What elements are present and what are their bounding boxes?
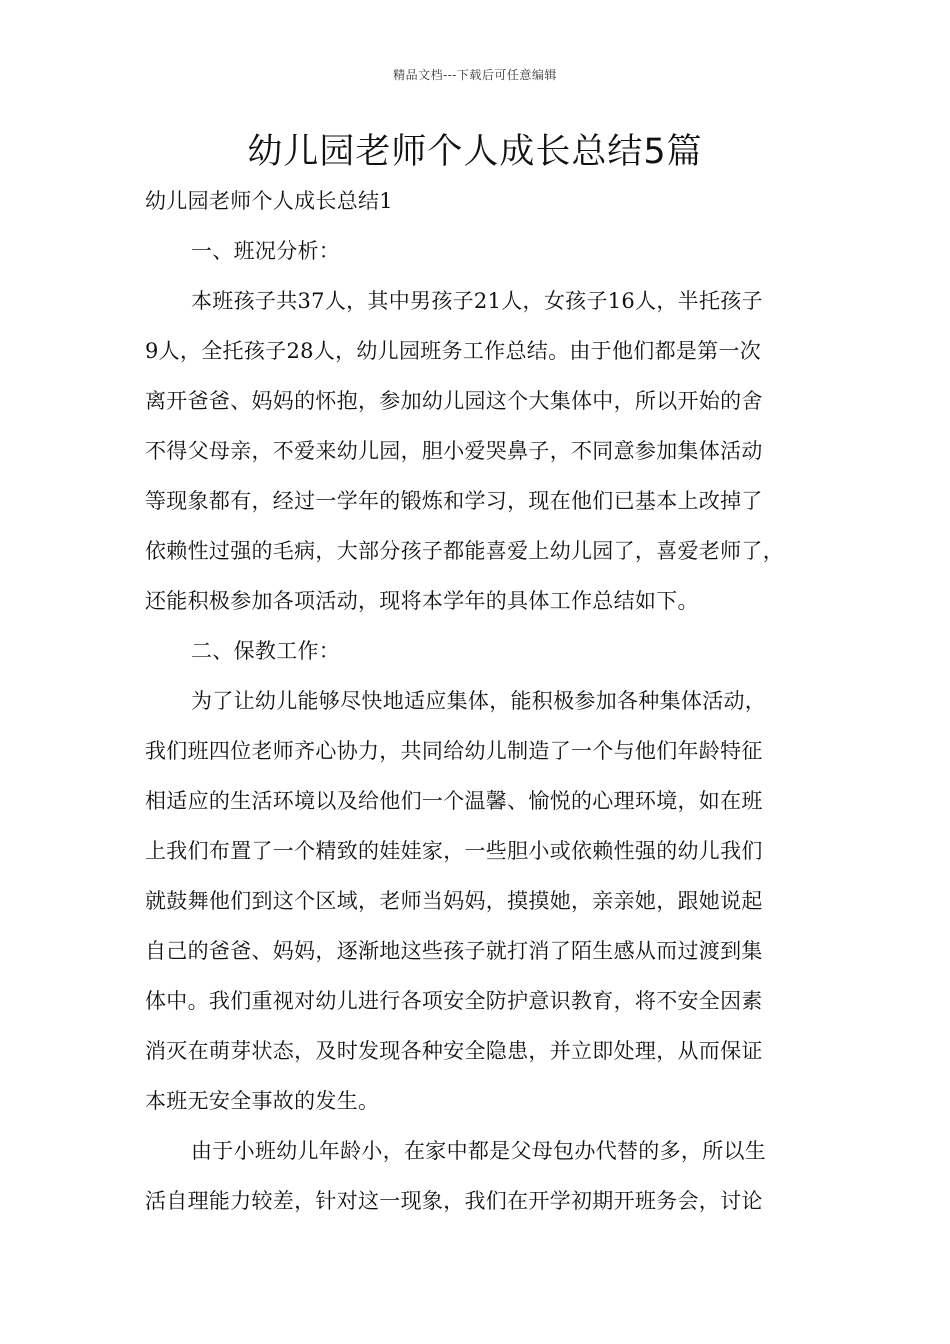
text-line: 由于小班幼儿年龄小，在家中都是父母包办代替的多，所以生 xyxy=(191,1139,767,1163)
text-line: 上我们布置了一个精致的娃娃家，一些胆小或依赖性强的幼儿我们 xyxy=(145,839,763,863)
document-title: 幼儿园老师个人成长总结5篇 xyxy=(247,132,703,172)
body-text xyxy=(145,183,825,1233)
text-line: 本班孩子共37人，其中男孩子21人，女孩子16人，半托孩子 xyxy=(191,289,763,313)
text-line: 我们班四位老师齐心协力，共同给幼儿制造了一个与他们年龄特征 xyxy=(145,739,763,763)
header-note: 精品文档---下载后可任意编辑 xyxy=(393,68,557,82)
text-line: 不得父母亲，不爱来幼儿园，胆小爱哭鼻子，不同意参加集体活动 xyxy=(145,439,763,463)
text-line: 本班无安全事故的发生。 xyxy=(145,1089,380,1113)
text-line: 体中。我们重视对幼儿进行各项安全防护意识教育，将不安全因素 xyxy=(145,989,763,1013)
text-line: 自己的爸爸、妈妈，逐渐地这些孩子就打消了陌生感从而过渡到集 xyxy=(145,939,763,963)
text-line: 一、班况分析： xyxy=(191,239,341,263)
text-line: 等现象都有，经过一学年的锻炼和学习，现在他们已基本上改掉了 xyxy=(145,489,763,513)
text-line: 消灭在萌芽状态，及时发现各种安全隐患，并立即处理，从而保证 xyxy=(145,1039,763,1063)
text-line: 为了让幼儿能够尽快地适应集体，能积极参加各种集体活动， xyxy=(191,689,767,713)
text-line: 9人，全托孩子28人，幼儿园班务工作总结。由于他们都是第一次 xyxy=(145,339,762,363)
text-line: 二、保教工作： xyxy=(191,639,341,663)
text-line: 幼儿园老师个人成长总结1 xyxy=(145,189,393,213)
text-line: 离开爸爸、妈妈的怀抱，参加幼儿园这个大集体中，所以开始的舍 xyxy=(145,389,763,413)
text-line: 依赖性过强的毛病，大部分孩子都能喜爱上幼儿园了，喜爱老师了， xyxy=(145,539,784,563)
text-line: 相适应的生活环境以及给他们一个温馨、愉悦的心理环境，如在班 xyxy=(145,789,763,813)
text-line: 还能积极参加各项活动，现将本学年的具体工作总结如下。 xyxy=(145,589,699,613)
text-line: 就鼓舞他们到这个区域，老师当妈妈，摸摸她，亲亲她，跟她说起 xyxy=(145,889,763,913)
text-line: 活自理能力较差，针对这一现象，我们在开学初期开班务会，讨论 xyxy=(145,1189,763,1213)
